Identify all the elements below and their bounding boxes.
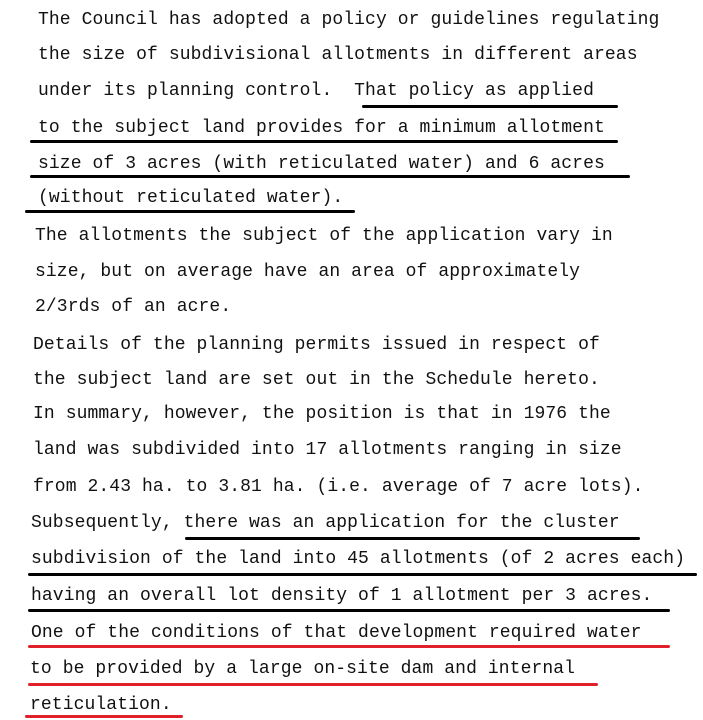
- text-line: In summary, however, the position is that in 1976 the: [33, 404, 611, 424]
- text-line: to be provided by a large on-site dam and internal: [30, 659, 576, 679]
- text-line: size, but on average have an area of approximately: [35, 262, 581, 282]
- text-line: 2/3rds of an acre.: [35, 297, 232, 317]
- text-line: One of the conditions of that development required water: [31, 623, 642, 643]
- text-line: Subsequently, there was an application for the cluster: [31, 513, 620, 533]
- text-line: Details of the planning permits issued in respect of: [33, 335, 600, 355]
- underline-black: [28, 573, 697, 576]
- underline-black: [362, 105, 618, 108]
- text-line: under its planning control. That policy as applied: [38, 81, 594, 101]
- underline-black: [30, 175, 630, 178]
- text-line: to the subject land provides for a minimum allotment: [38, 118, 605, 138]
- text-line: The Council has adopted a policy or guidelines regulating: [38, 10, 660, 30]
- text-line: land was subdivided into 17 allotments ranging in size: [33, 440, 622, 460]
- text-line: subdivision of the land into 45 allotments (of 2 acres each): [31, 549, 686, 569]
- text-line: the subject land are set out in the Schedule hereto.: [33, 370, 600, 390]
- underline-red: [25, 715, 183, 718]
- text-line: The allotments the subject of the application vary in: [35, 226, 613, 246]
- underline-black: [25, 210, 355, 213]
- text-line: size of 3 acres (with reticulated water) and 6 acres: [38, 154, 605, 174]
- underline-red: [28, 683, 598, 686]
- underline-black: [185, 537, 640, 540]
- text-line: reticulation.: [30, 695, 172, 715]
- text-line: from 2.43 ha. to 3.81 ha. (i.e. average of 7 acre lots).: [33, 477, 644, 497]
- underline-black: [28, 609, 670, 612]
- text-line: (without reticulated water).: [38, 188, 344, 208]
- underline-black: [30, 140, 618, 143]
- underline-red: [28, 645, 670, 648]
- text-line: the size of subdivisional allotments in different areas: [38, 45, 638, 65]
- text-line: having an overall lot density of 1 allotment per 3 acres.: [31, 586, 653, 606]
